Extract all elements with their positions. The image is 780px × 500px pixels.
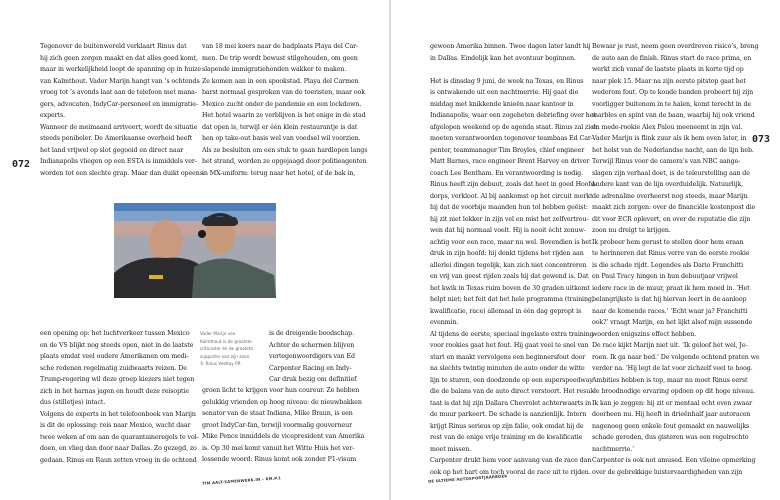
text-line: is die schade rijdt. Legendes als Dario Franchitti: [592, 261, 744, 269]
text-line: rest van de enige vrije training en de kwalificatie: [430, 434, 583, 441]
text-line: zich in het harnas jagen en houdt deze reisoptie: [40, 387, 190, 395]
text-line: verder na. ‘Hij legt de lat voor zichzelf veel te hoog.: [592, 365, 753, 372]
text-line: hij zich geen zorgen maakt en dat alles goed komt,: [40, 54, 198, 62]
text-line: [430, 64, 598, 76]
text-line: nachtmerrie.’: [592, 445, 635, 453]
text-line: de adrenaline overheerst nog steeds, maar Marijn: [592, 192, 748, 200]
text-line: twee weken af om aan de quarantaineregels te vol-: [40, 433, 199, 441]
text-line: dus (stilletjes) intact.: [40, 399, 106, 406]
text-line: gelukkig vrienden op hoog niveau: de nieuwbakken: [202, 398, 362, 406]
text-line: is dit de oplossing: reis naar Mexico, wacht daar: [40, 422, 191, 429]
text-line: de muur parkeert. De schade is aanzienlijk. Intern: [430, 411, 587, 418]
text-line: Volgens de experts in het telefoonboek van Marijn: [40, 410, 196, 418]
text-line: marbles en spint van de baan, waarbij hij ook vriend: [592, 112, 755, 119]
text-line: allerlei dingen tegelijk, kan zich niet concentreren: [430, 261, 587, 269]
text-line: afgelopen weekend op de agenda staat. Rinus zal zich: [430, 123, 598, 131]
text-line: worden tot een slechte grap. Maar dan duikt opeens: [40, 169, 203, 177]
text-line: doorheen nu. Hij heeft in drieënhalf jaar autoracen: [592, 411, 751, 418]
photo-caption: [200, 330, 253, 368]
text-line: woorden enigszins effect hebben.: [592, 330, 697, 338]
text-line: en vrij van geest rijden zoals hij dat gewend is. Dat: [430, 273, 589, 280]
text-line: vertegenwoordigers van Ed: [269, 353, 355, 360]
text-line: Mexico zucht onder de pandemie en een lockdown.: [202, 100, 362, 108]
text-line: de auto aan de finish. Rinus start de race prima, en: [592, 54, 752, 62]
text-line: voorligger buitenom in te halen, komt terecht in de: [592, 100, 752, 108]
text-line: dorps, verkloot. Al bij aankomst op het circuit merkt: [430, 192, 593, 200]
right-column-4: [592, 41, 760, 478]
text-line: Achter de schermen blijven: [269, 341, 355, 349]
caption-line: Kalmthout is de grootste: [200, 338, 252, 344]
text-line: slagen zijn verhaal doet, is de teleurstelling aan de: [592, 169, 750, 177]
text-line: dat open is, terwijl er één klein restaurantje is dat: [202, 123, 358, 131]
text-line: coach Lee Bentham. En verantwoording is nodig.: [430, 169, 583, 177]
text-line: nagenoeg geen enkele fout gemaakt en nauwelijks: [592, 422, 750, 430]
page-number-right: 073: [752, 134, 771, 145]
text-line: achtig voor een race, maar nu wel. Bovendien is het: [430, 238, 592, 246]
text-line: druk in zijn hoofd: hij denkt tijdens het rijden aan: [430, 250, 584, 257]
text-line: groen licht te krijgen voor hun coureur. Ze hebben: [202, 387, 360, 394]
text-line: krijgt Rinus serieus op zijn falie, ook omdat hij de: [430, 422, 584, 430]
text-line: men. De trip wordt bewust stilgehouden, om geen: [202, 54, 358, 62]
text-line: maakt zich zorgen: over de financiële kostenpost die: [592, 204, 756, 211]
text-line: Indianapolis, waar een zogeheten debriefing over het: [430, 112, 596, 119]
text-line: en mede-rookie Alex Palou meeneemt in zijn val.: [592, 123, 743, 131]
text-line: in MX-uniform: terug naar het hotel, of de bak in,: [202, 169, 356, 177]
text-line: gers, advocaten, IndyCar-personeel en immigratie-: [40, 100, 198, 108]
text-line: Mike Pence inmiddels de vicepresident van Amerika: [202, 433, 365, 440]
text-line: in Dallas. Eindelijk kan het avontuur beginnen.: [430, 54, 576, 62]
article-photo: [114, 203, 276, 298]
text-line: die de balans van de auto direct verstoort. Het resul-: [430, 388, 595, 395]
text-line: hen op take-out basis wel van voedsel wil voorzien.: [202, 135, 361, 142]
text-line: naar plek 15. Maar na zijn eerste pitstop gaat het: [592, 77, 746, 85]
text-line: middag met knikkende knieën naar kantoor in: [430, 100, 574, 108]
text-line: moeten verantwoorden tegenover teambaas Ed Car-: [430, 135, 593, 142]
text-line: groot IndyCar-fan, terwijl voormalig gouverneur: [202, 421, 353, 429]
text-line: is ontwakende uit een nachtmerrie. Hij gaat die: [430, 89, 579, 96]
text-line: Wanneer de meimaand arriveert, wordt de situatie: [40, 123, 198, 131]
caption-line: criticaster én de grootste: [200, 346, 253, 351]
text-line: Trump-regering wil deze groep kiezers niet tegen: [40, 376, 195, 383]
text-line: helpt niet; het feit dat het hele programma (training,: [430, 296, 594, 303]
text-line: Terwijl Rinus voor de camera’s van NBC aange-: [592, 158, 741, 165]
left-column-1-top: [40, 41, 203, 179]
text-line: Tegenover de buitenwereld verklaart Rinus dat: [40, 43, 187, 50]
text-line: belangrijkste is dat hij hiervan leert in de aanloop: [592, 296, 747, 303]
text-line: Het hotel waarin ze verblijven is het enige in de stad: [202, 112, 366, 119]
text-line: gewoon Amerika binnen. Twee dagen later landt hij: [430, 43, 591, 50]
text-line: barst normaal gesproken van de toeristen, maar ook: [202, 89, 365, 96]
text-line: lijn te sturen, een doodzonde op een superspeedway: [430, 376, 593, 384]
text-line: roen. Ik ga naar bed.’ De volgende ochtend praten we: [592, 353, 760, 361]
left-column-2-top: [202, 41, 367, 179]
left-column-2-bottom: [202, 385, 364, 466]
footer-right: DE ULTIEME AUTOSPORTJAARBOEK: [427, 473, 508, 484]
text-line: gedaan. Rinus en Raun zetten vroeg in de ochtend: [40, 456, 197, 464]
text-line: het strand, worden ze opgejaagd door politieagenten: [202, 158, 367, 165]
text-line: Ze komen aan in een spookstad. Playa del Carmen: [202, 77, 359, 85]
text-line: Rinus heeft zijn debuut, zoals dat heet in goed Hoofd-: [430, 181, 597, 188]
text-line: Ik kan je zeggen: hij zit er mentaal echt even zwaar: [592, 399, 752, 407]
text-line: wen dat hij normaal voelt. Hij is nooit écht zenuw-: [430, 227, 586, 234]
text-line: kwalificatie, race) allemaal in één dag gepropt is: [430, 307, 582, 315]
text-line: moet missen.: [430, 445, 472, 453]
text-line: van 18 mei koers naar de badplaats Playa del Car-: [202, 43, 359, 50]
text-line: Vader Marijn is flink zuur als ik hem even later, in: [592, 135, 747, 142]
text-line: Matt Barnes, race engineer Brent Harvey en driver: [430, 158, 590, 165]
text-line: en Paul Tracy hingen in hun debuutjaar vrijwel: [592, 273, 738, 280]
text-line: werkt zich vanaf de laatste plaats in korte tijd op: [592, 66, 744, 73]
text-line: plaats omdat veel oudere Amerikanen om medi-: [40, 353, 189, 360]
text-line: Het is dinsdag 9 juni, de week na Texas, en Rinus: [430, 77, 584, 85]
caption-line: © Rinus VeeKay PR: [200, 361, 241, 366]
photo-father-and-son: [114, 203, 276, 298]
text-line: een opening op: het luchtverkeer tussen Mexico: [40, 330, 190, 337]
page-number-left: 072: [12, 159, 31, 170]
text-line: lossende woord: Rinus komt ook zonder P1-visum: [202, 456, 357, 463]
text-line: naar de komende races.’ ‘Echt waar ja? Franchitti: [592, 307, 748, 315]
text-line: Indianapolis vliegen op een ESTA is inmiddels ver-: [40, 158, 197, 165]
text-line: start en maakt vervolgens een beginnersfout door: [430, 353, 586, 361]
text-line: hij zit niet lekker in zijn vel en mist het zelfvertrou-: [430, 215, 589, 223]
text-line: hij dat de voorbije maanden hun tol hebben geëist:: [430, 204, 588, 211]
text-line: taat is dat hij zijn Dallara Chevrolet achterwaarts in: [430, 399, 592, 407]
text-line: iedere race in de muur, praat ik hem moed in. ‘Het: [592, 284, 750, 292]
text-line: sche redenen regelmatig zuidwaarts reizen. De: [40, 364, 187, 372]
footer-left: TIM AALT-SAMENWERK.IN – RM.P.1: [201, 475, 282, 486]
text-line: experts.: [40, 112, 66, 119]
text-line: Ik probeer hem gerust te stellen door hem eraan: [592, 238, 744, 246]
text-line: Bewaar je rust, neem geen overdreven risico’s, breng: [592, 43, 759, 50]
text-line: voor rookies gaat het fout. Hij gaat veel te snel van: [430, 342, 589, 349]
text-line: is de dreigende boodschap.: [269, 330, 355, 337]
text-line: andere kant van de lijn overduidelijk. Natuurlijk,: [592, 181, 744, 188]
text-line: ook op het hart om toch vooral de race uit te rijden.: [430, 468, 591, 476]
text-line: Car druk bezig om definitief: [269, 376, 357, 383]
text-line: te herinneren dat Rinus verre van de eerste rookie: [592, 250, 750, 257]
text-line: Al tijdens de eerste, speciaal ingelaste extra training: [430, 330, 594, 338]
text-line: Carpenter Racing en Indy-: [269, 364, 352, 372]
text-line: penter, teammanager Tim Broyles, chief engineer: [430, 146, 585, 154]
text-line: steeds penibeler. De Amerikaanse overheid heeft: [40, 135, 193, 142]
text-line: vroeg tot ’s avonds laat aan de telefoon met mana-: [40, 89, 197, 96]
left-column-2-bottom-short: [269, 328, 356, 386]
text-line: en de VS blijkt nog steeds open, niet in de laatste: [40, 341, 194, 349]
text-line: wederom fout. Op te koude banden probeert hij zijn: [592, 89, 754, 96]
text-line: De race kijkt Marijn niet uit. ‘Ik geloof het wel, Je-: [592, 342, 748, 349]
left-column-1-bottom: [40, 328, 199, 466]
text-line: is. Op 30 mei komt vanuit het Witte Huis het ver-: [202, 444, 355, 452]
text-line: schade gereden, dus gisteren was een regelrechte: [592, 434, 749, 441]
caption-line: Vader Marijn van: [200, 331, 236, 336]
text-line: na slechts twintig minuten de auto onder de witte: [430, 365, 585, 372]
text-line: het holst van de Nederlandse nacht, aan de lijn heb.: [592, 146, 754, 154]
text-line: dit voor ECR oplevert, en over de reputatie die zijn: [592, 215, 751, 223]
text-line: Carpenter is ook not amused. Een vileine opmerking: [592, 457, 756, 464]
text-line: Ambities hebben is top, maar nu moet Rinus eerst: [592, 376, 748, 384]
text-line: zoon nu dreigt te krijgen.: [592, 227, 671, 234]
text-line: evenmin.: [430, 319, 459, 326]
text-line: Carpenter drukt hem voor aanvang van de race dan: [430, 457, 592, 464]
right-column-3: [430, 41, 598, 478]
caption-line: supporter van zijn zoon.: [200, 353, 251, 359]
text-line: het land vrijwel op slot gegooid en direct naar: [40, 146, 184, 154]
text-line: van Kalmthout. Vader Marijn hangt van ’s ochtends: [40, 77, 200, 85]
text-line: ook?’ vraagt Marijn, en het lijkt alsof mijn sussende: [592, 319, 753, 326]
text-line: senator van de staat Indiana, Mike Braun, is een: [202, 410, 353, 417]
text-line: de broodnodige ervaring opdoen op dit hoge niveau.: [592, 388, 755, 395]
text-line: over de gebrekkige luistervaardigheden van zijn: [592, 468, 743, 476]
text-line: Als ze besluiten om een stuk te gaan hardlopen langs: [202, 146, 368, 154]
text-line: slapende immigratiehonden wakker te maken.: [202, 66, 347, 73]
text-line: het kwik in Texas ruim boven de 30 graden uitkomt: [430, 284, 590, 292]
page-spine-divider: [389, 0, 391, 500]
text-line: doen, en vlieg dan door naar Dallas. Zo gezegd, zo: [40, 445, 197, 452]
text-line: maar in werkelijkheid loopt de spanning op in huize: [40, 66, 201, 73]
